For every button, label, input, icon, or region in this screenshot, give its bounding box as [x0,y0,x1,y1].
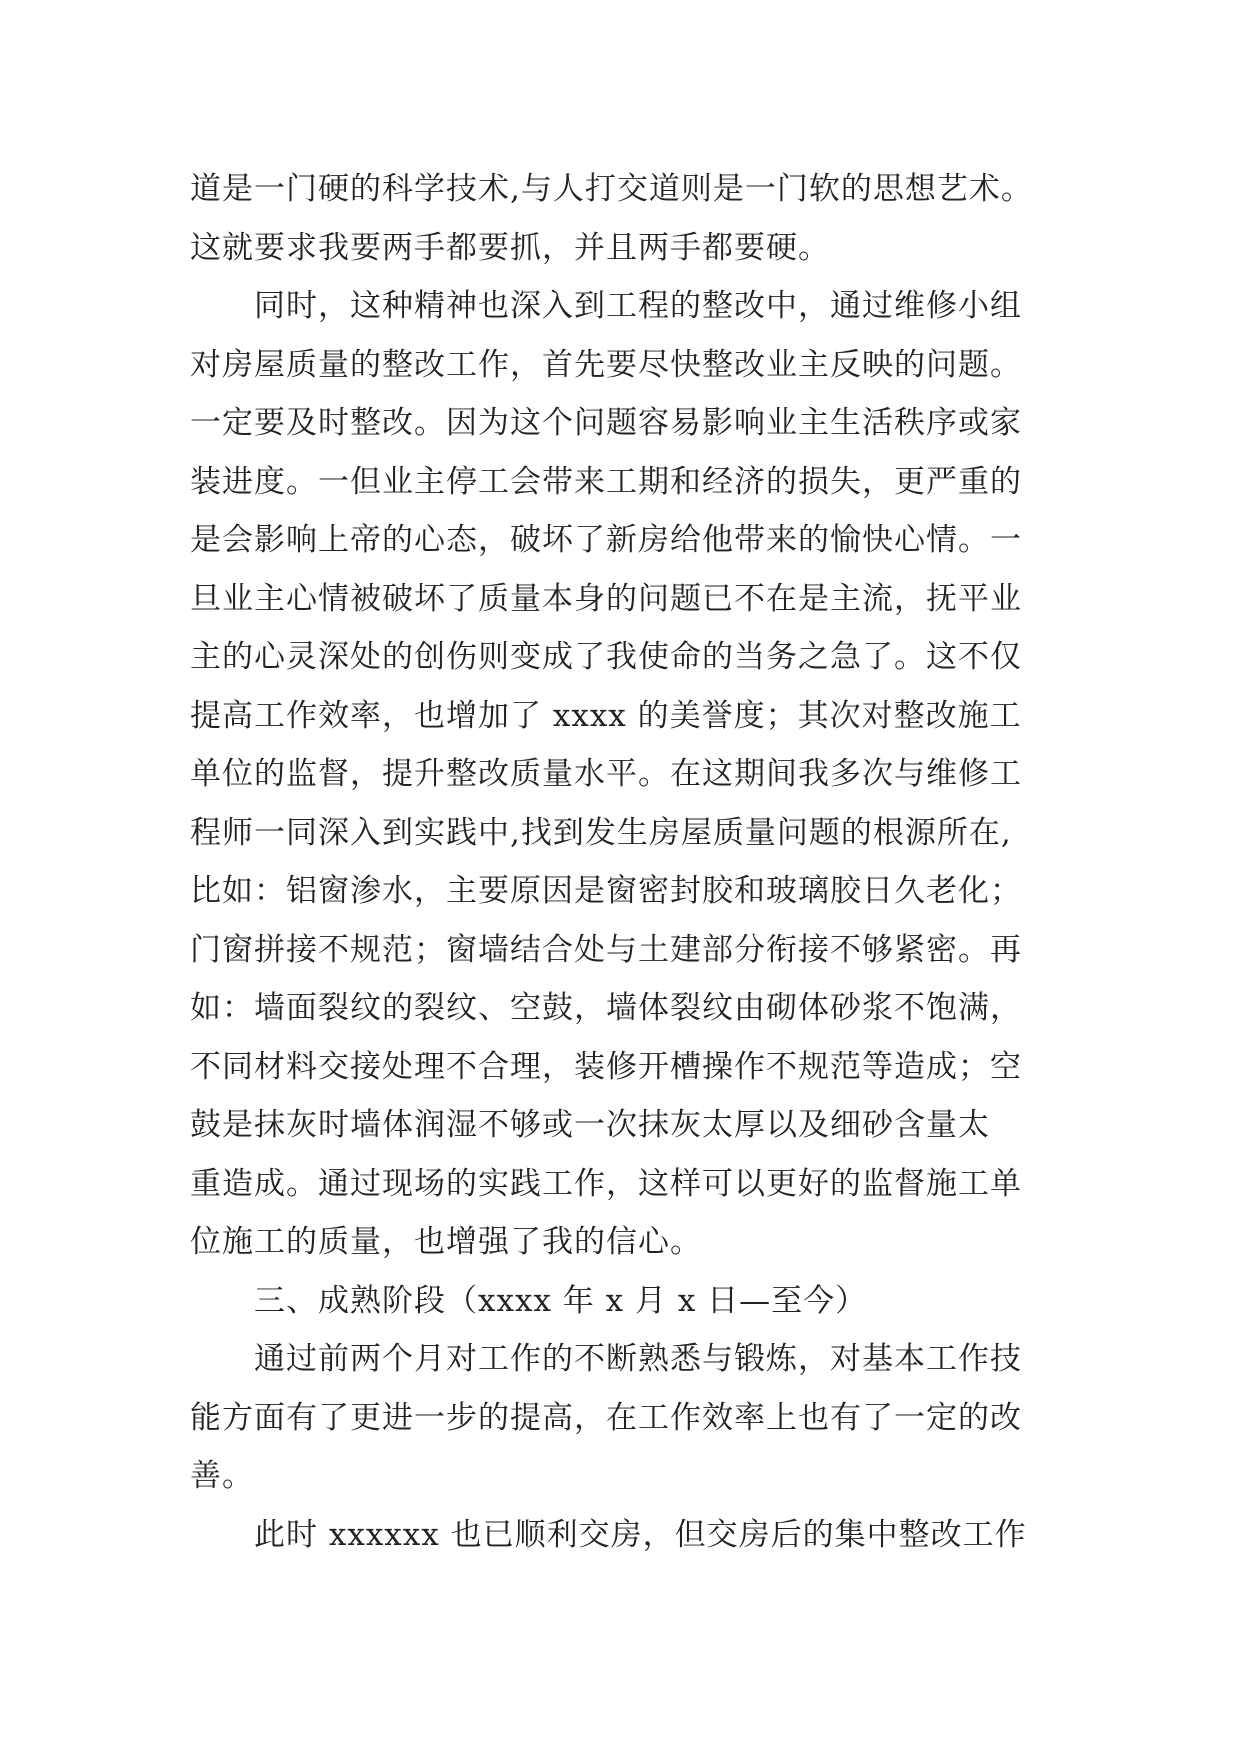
text-line: 单位的监督，提升整改质量水平。在这期间我多次与维修工 [190,756,1022,792]
text-line: 能方面有了更进一步的提高，在工作效率上也有了一定的改 [190,1399,1022,1436]
text-line: 三、成熟阶段（xxxx 年 x 月 x 日—至今） [254,1282,868,1319]
text-line: 一定要及时整改。因为这个问题容易影响业主生活秩序或家 [190,405,1022,441]
text-line: 是会影响上帝的心态，破坏了新房给他带来的愉快心情。一 [190,522,1022,558]
text-line: 比如：铝窗渗水，主要原因是窗密封胶和玻璃胶日久老化； [190,873,1022,909]
text-line: 门窗拼接不规范；窗墙结合处与土建部分衔接不够紧密。再 [190,931,1022,968]
text-line: 道是一门硬的科学技术,与人打交道则是一门软的思想艺术。 [190,171,1033,207]
body-text [190,160,1090,1564]
text-line: 位施工的质量，也增强了我的信心。 [190,1224,702,1260]
text-line: 装进度。一但业主停工会带来工期和经济的损失，更严重的 [190,463,1022,500]
text-line: 鼓是抹灰时墙体润湿不够或一次抹灰太厚以及细砂含量太 [190,1107,990,1143]
text-line: 程师一同深入到实践中,找到发生房屋质量问题的根源所在, [190,814,1012,851]
text-line: 重造成。通过现场的实践工作，这样可以更好的监督施工单 [190,1165,1022,1202]
text-line: 主的心灵深处的创伤则变成了我使命的当务之急了。这不仅 [190,639,1022,675]
text-line: 这就要求我要两手都要抓，并且两手都要硬。 [190,229,830,266]
text-line: 不同材料交接处理不合理，装修开槽操作不规范等造成；空 [190,1048,1022,1085]
text-line: 旦业主心情被破坏了质量本身的问题已不在是主流，抚平业 [190,580,1022,617]
text-line: 同时，这种精神也深入到工程的整改中，通过维修小组 [254,288,1022,324]
text-line: 善。 [190,1458,254,1494]
text-line: 通过前两个月对工作的不断熟悉与锻炼，对基本工作技 [254,1341,1022,1377]
text-line: 对房屋质量的整改工作，首先要尽快整改业主反映的问题。 [190,346,1022,383]
text-line: 此时 xxxxxx 也已顺利交房，但交房后的集中整改工作 [254,1516,1027,1553]
text-line: 如：墙面裂纹的裂纹、空鼓，墙体裂纹由砌体砂浆不饱满， [190,990,1022,1026]
text-line: 提高工作效率，也增加了 xxxx 的美誉度；其次对整改施工 [190,697,1022,734]
